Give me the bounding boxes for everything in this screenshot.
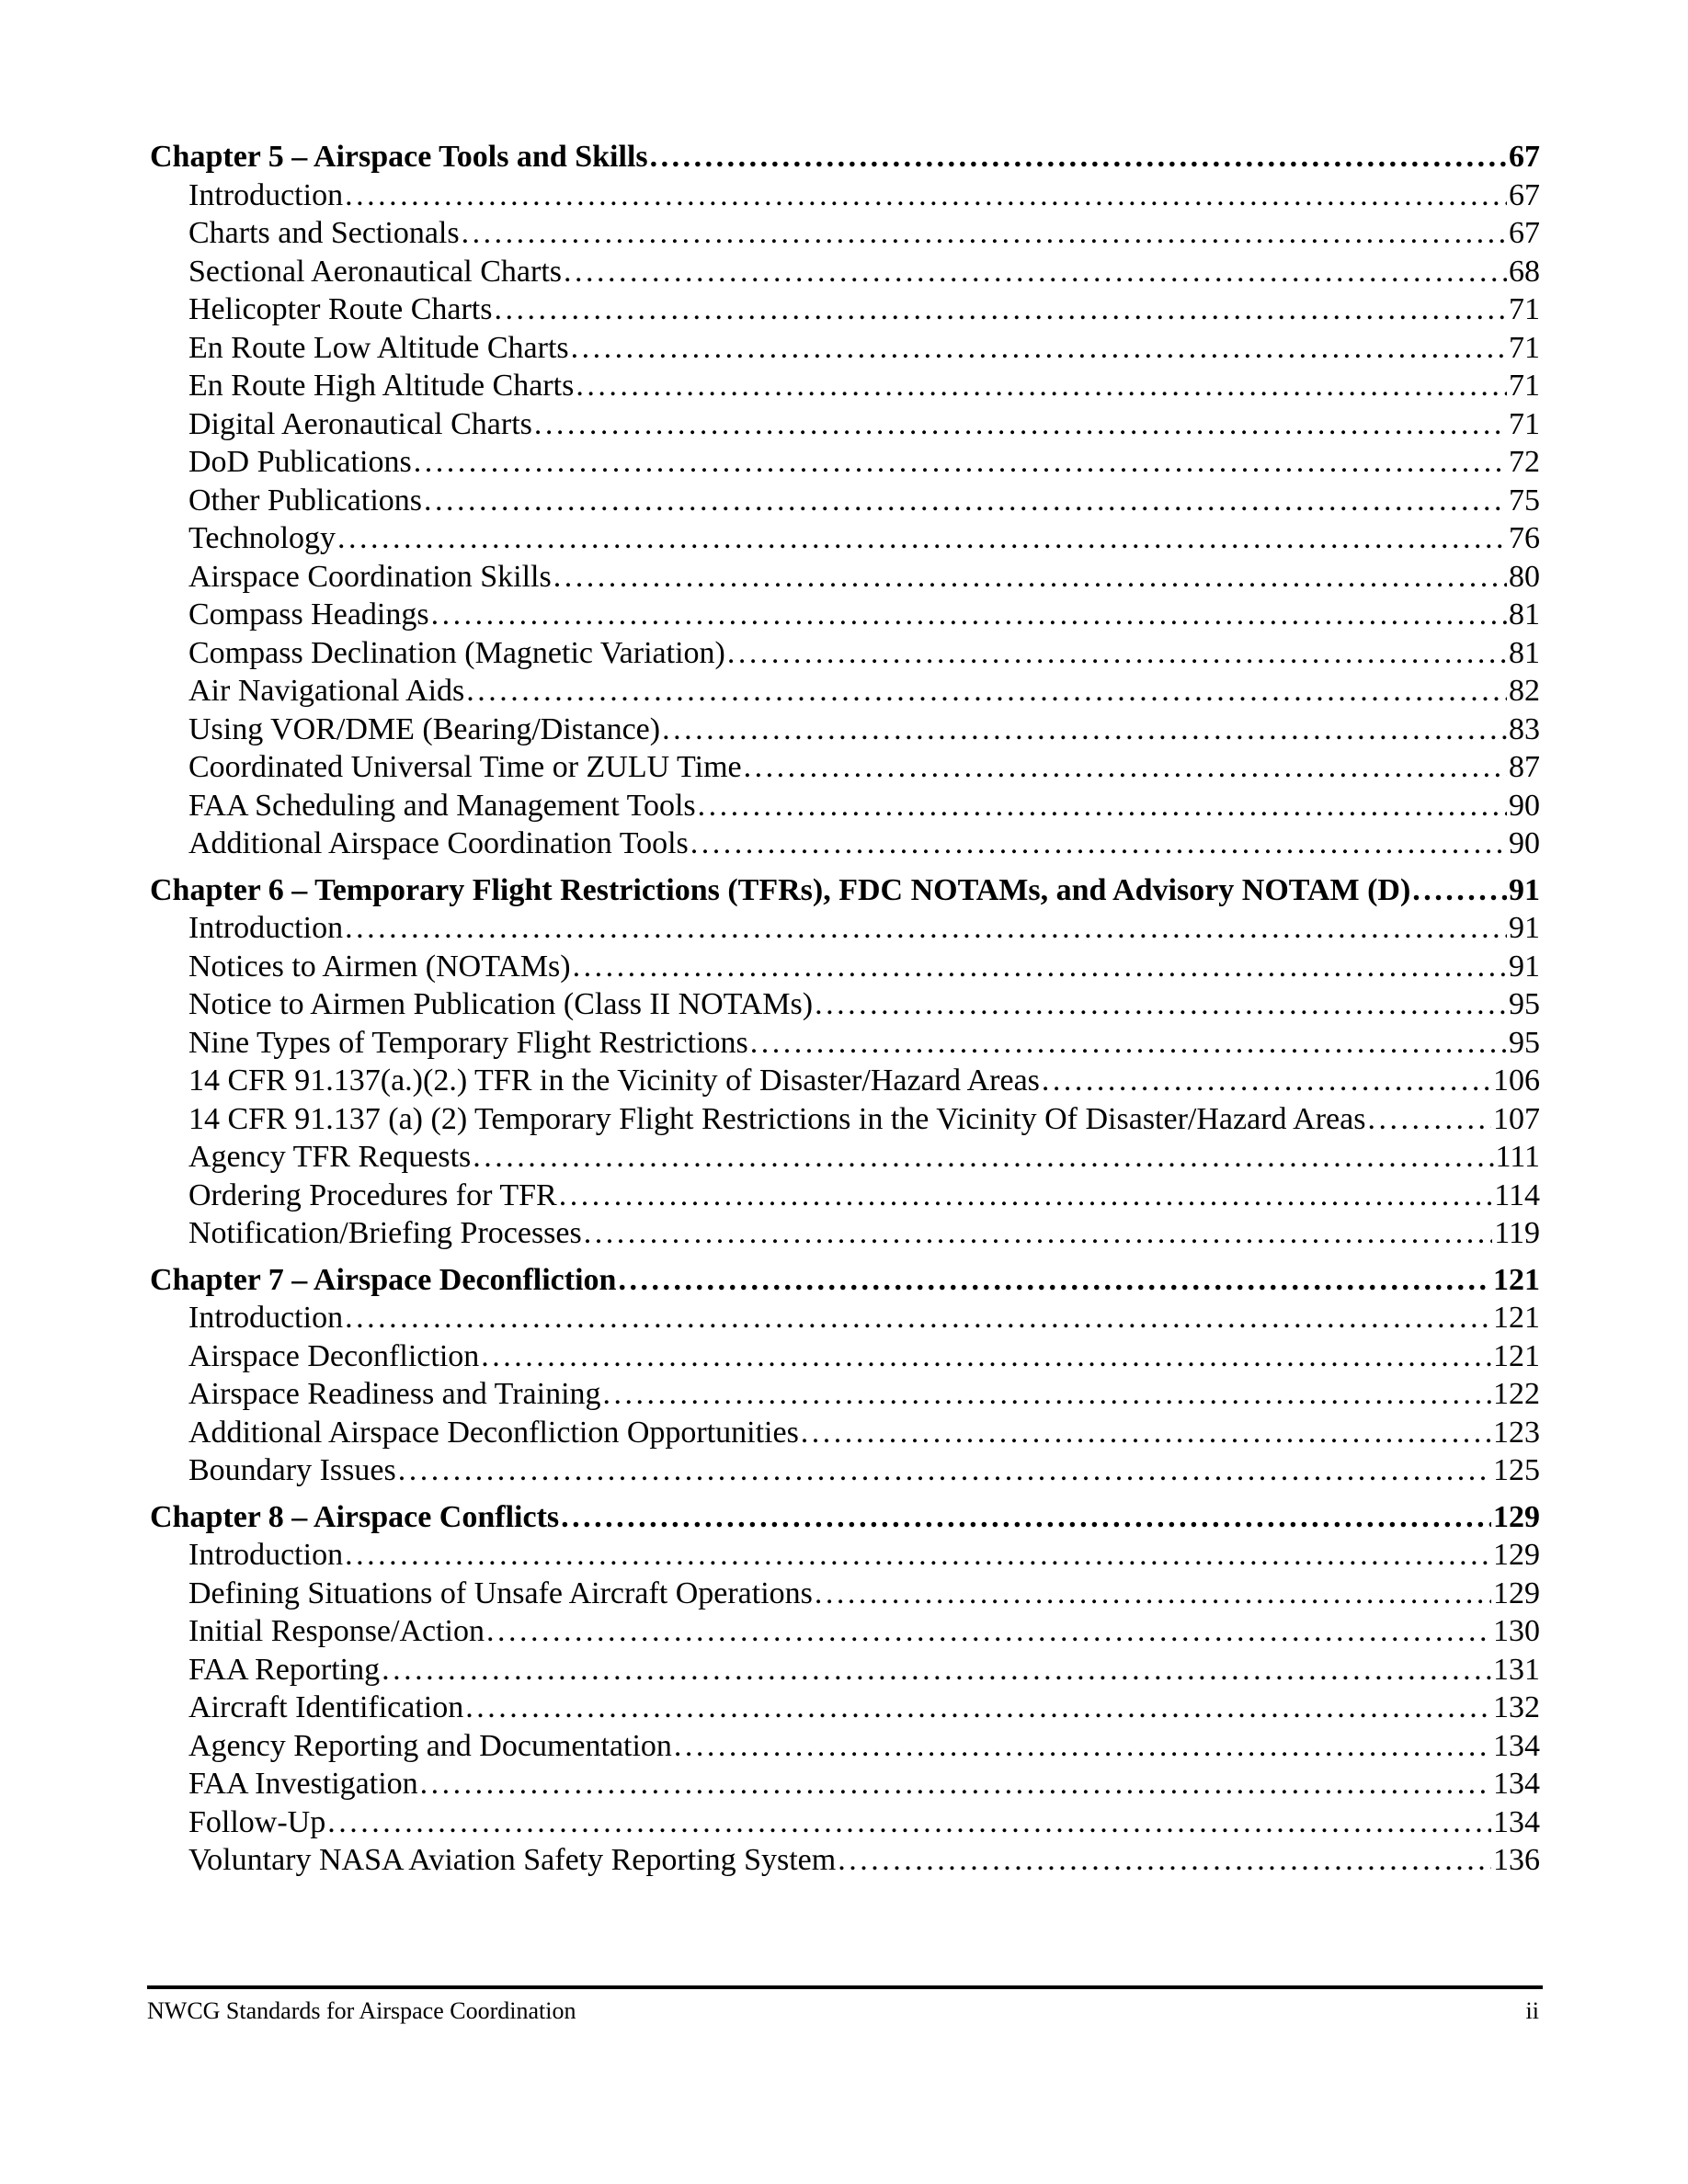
toc-entry[interactable] bbox=[150, 176, 1540, 215]
toc-entry-title: Introduction bbox=[188, 911, 344, 945]
toc-entry-page-number: 129 bbox=[1493, 1575, 1540, 1610]
toc-entry-title: Airspace Coordination Skills bbox=[188, 559, 552, 594]
dot-leader bbox=[1042, 1062, 1491, 1100]
dot-leader bbox=[727, 634, 1507, 673]
toc-entry-page-number: 121 bbox=[1493, 1301, 1540, 1335]
toc-entry-page-number: 134 bbox=[1493, 1767, 1540, 1801]
toc-entry[interactable] bbox=[150, 253, 1540, 291]
toc-entry[interactable] bbox=[150, 711, 1540, 749]
toc-entry-title: Agency Reporting and Documentation bbox=[188, 1728, 672, 1763]
toc-entry-page-number: 132 bbox=[1493, 1690, 1540, 1724]
footer-page-number: ii bbox=[1525, 1997, 1539, 2024]
toc-entry[interactable] bbox=[150, 290, 1540, 329]
toc-entry-page-number: 71 bbox=[1509, 369, 1540, 403]
dot-leader bbox=[603, 1375, 1491, 1414]
dot-leader bbox=[650, 138, 1507, 176]
dot-leader bbox=[553, 558, 1507, 597]
dot-leader bbox=[744, 748, 1507, 787]
toc-chapter-heading[interactable] bbox=[150, 1261, 1540, 1300]
toc-chapter-heading-title: Chapter 7 – Airspace Deconfliction bbox=[150, 1262, 617, 1297]
toc-entry-page-number: 71 bbox=[1509, 292, 1540, 326]
toc-entry-title: FAA Reporting bbox=[188, 1652, 381, 1687]
toc-entry-title: FAA Investigation bbox=[188, 1767, 418, 1801]
dot-leader bbox=[815, 985, 1507, 1024]
toc-entry-page-number: 121 bbox=[1493, 1338, 1540, 1373]
dot-leader bbox=[559, 1177, 1493, 1215]
toc-entry-title: Additional Airspace Coordination Tools bbox=[188, 826, 689, 860]
dot-leader bbox=[618, 1261, 1491, 1300]
dot-leader bbox=[424, 482, 1507, 520]
toc-entry-page-number: 87 bbox=[1509, 750, 1540, 784]
toc-entry-page-number: 95 bbox=[1509, 1025, 1540, 1060]
toc-entry[interactable] bbox=[150, 634, 1540, 673]
toc-entry-title: Coordinated Universal Time or ZULU Time bbox=[188, 750, 742, 784]
toc-entry-title: FAA Scheduling and Management Tools bbox=[188, 788, 696, 823]
toc-entry-page-number: 71 bbox=[1509, 406, 1540, 441]
table-of-contents bbox=[150, 138, 1540, 1888]
dot-leader bbox=[414, 443, 1507, 482]
toc-entry-title: Compass Declination (Magnetic Variation) bbox=[188, 635, 725, 670]
toc-entry-title: Helicopter Route Charts bbox=[188, 292, 493, 326]
toc-entry-title: Airspace Deconfliction bbox=[188, 1338, 480, 1373]
toc-entry[interactable] bbox=[150, 405, 1540, 444]
toc-entry[interactable] bbox=[150, 1536, 1540, 1575]
toc-entry[interactable] bbox=[150, 1414, 1540, 1452]
toc-entry-title: Charts and Sectionals bbox=[188, 216, 460, 250]
toc-entry-title: Initial Response/Action bbox=[188, 1614, 485, 1648]
toc-entry-title: Digital Aeronautical Charts bbox=[188, 406, 532, 441]
toc-entry-title: 14 CFR 91.137(a.)(2.) TFR in the Vicinity of Disaster/Hazard Areas bbox=[188, 1064, 1040, 1098]
dot-leader bbox=[1412, 871, 1507, 910]
toc-entry-page-number: 114 bbox=[1494, 1177, 1540, 1212]
dot-leader bbox=[486, 1612, 1491, 1651]
toc-entry[interactable] bbox=[150, 787, 1540, 825]
toc-entry-title: Notice to Airmen Publication (Class II NOTAMs) bbox=[188, 987, 814, 1021]
dot-leader bbox=[838, 1841, 1491, 1880]
toc-chapter-heading-title: Chapter 8 – Airspace Conflicts bbox=[150, 1499, 560, 1534]
toc-entry[interactable] bbox=[150, 1337, 1540, 1376]
toc-entry-page-number: 90 bbox=[1509, 826, 1540, 860]
toc-entry-page-number: 76 bbox=[1509, 521, 1540, 555]
dot-leader bbox=[564, 253, 1507, 291]
toc-chapter-heading-title: Chapter 5 – Airspace Tools and Skills bbox=[150, 140, 648, 174]
dot-leader bbox=[345, 176, 1507, 215]
toc-entry[interactable] bbox=[150, 1299, 1540, 1337]
toc-entry-page-number: 80 bbox=[1509, 559, 1540, 594]
toc-entry[interactable] bbox=[150, 985, 1540, 1024]
toc-chapter-heading-title: Chapter 6 – Temporary Flight Restrictions (TFRs), FDC NOTAMs, and Advisory NOTAM (D) bbox=[150, 872, 1411, 907]
toc-entry-title: DoD Publications bbox=[188, 445, 412, 479]
dot-leader bbox=[420, 1765, 1491, 1803]
toc-entry-page-number: 129 bbox=[1493, 1538, 1540, 1572]
toc-entry[interactable] bbox=[150, 1177, 1540, 1215]
toc-entry-page-number: 106 bbox=[1493, 1064, 1540, 1098]
toc-entry-title: Introduction bbox=[188, 1301, 344, 1335]
toc-entry-title: Additional Airspace Deconfliction Opportunities bbox=[188, 1415, 799, 1450]
toc-entry[interactable] bbox=[150, 1727, 1540, 1766]
dot-leader bbox=[573, 948, 1507, 986]
toc-entry-page-number: 67 bbox=[1509, 177, 1540, 212]
toc-entry-page-number: 123 bbox=[1493, 1415, 1540, 1450]
toc-entry-title: Technology bbox=[188, 521, 336, 555]
toc-entry-page-number: 136 bbox=[1493, 1843, 1540, 1877]
toc-entry-title: Air Navigational Aids bbox=[188, 674, 465, 708]
toc-entry-page-number: 83 bbox=[1509, 711, 1540, 746]
dot-leader bbox=[584, 1214, 1493, 1253]
dot-leader bbox=[690, 825, 1507, 863]
dot-leader bbox=[576, 367, 1507, 405]
toc-chapter-heading-page-number: 91 bbox=[1509, 872, 1540, 907]
toc-entry-page-number: 122 bbox=[1493, 1377, 1540, 1411]
toc-entry[interactable] bbox=[150, 1689, 1540, 1727]
toc-entry[interactable] bbox=[150, 482, 1540, 520]
toc-entry-title: 14 CFR 91.137 (a) (2) Temporary Flight Restrictions in the Vicinity Of Disaster/Hazard Areas bbox=[188, 1101, 1366, 1136]
toc-entry-page-number: 131 bbox=[1493, 1652, 1540, 1687]
dot-leader bbox=[571, 329, 1507, 368]
toc-chapter-heading-page-number: 121 bbox=[1493, 1262, 1540, 1297]
toc-entry[interactable] bbox=[150, 329, 1540, 368]
toc-entry-title: Boundary Issues bbox=[188, 1453, 396, 1487]
toc-entry-page-number: 75 bbox=[1509, 483, 1540, 518]
dot-leader bbox=[698, 787, 1507, 825]
dot-leader bbox=[662, 711, 1507, 749]
toc-entry-page-number: 134 bbox=[1493, 1728, 1540, 1763]
dot-leader bbox=[534, 405, 1507, 444]
toc-entry-page-number: 71 bbox=[1509, 330, 1540, 365]
toc-entry-page-number: 91 bbox=[1509, 911, 1540, 945]
toc-chapter-heading-page-number: 67 bbox=[1509, 140, 1540, 174]
toc-chapter-heading[interactable] bbox=[150, 138, 1540, 176]
toc-entry[interactable] bbox=[150, 909, 1540, 948]
toc-entry-title: Compass Headings bbox=[188, 597, 429, 631]
toc-entry-title: Notices to Airmen (NOTAMs) bbox=[188, 949, 571, 984]
dot-leader bbox=[345, 1536, 1491, 1575]
toc-entry[interactable] bbox=[150, 1062, 1540, 1100]
toc-entry-title: Voluntary NASA Aviation Safety Reporting System bbox=[188, 1843, 837, 1877]
toc-entry[interactable] bbox=[150, 519, 1540, 558]
dot-leader bbox=[750, 1024, 1507, 1063]
dot-leader bbox=[327, 1803, 1491, 1842]
dot-leader bbox=[337, 519, 1507, 558]
dot-leader bbox=[481, 1337, 1491, 1376]
footer-divider bbox=[147, 1985, 1543, 1989]
dot-leader bbox=[431, 596, 1507, 634]
toc-chapter-heading[interactable] bbox=[150, 871, 1540, 910]
toc-entry-title: Introduction bbox=[188, 177, 344, 212]
toc-entry[interactable] bbox=[150, 367, 1540, 405]
dot-leader bbox=[345, 909, 1507, 948]
toc-entry-title: Airspace Readiness and Training bbox=[188, 1377, 601, 1411]
toc-entry-page-number: 134 bbox=[1493, 1804, 1540, 1839]
dot-leader bbox=[494, 290, 1507, 329]
dot-leader bbox=[1367, 1100, 1491, 1139]
dot-leader bbox=[465, 1689, 1491, 1727]
toc-entry[interactable] bbox=[150, 1841, 1540, 1880]
toc-entry[interactable] bbox=[150, 825, 1540, 863]
toc-entry-page-number: 81 bbox=[1509, 597, 1540, 631]
toc-entry[interactable] bbox=[150, 1024, 1540, 1063]
toc-entry[interactable] bbox=[150, 443, 1540, 482]
toc-chapter-heading-page-number: 129 bbox=[1493, 1499, 1540, 1534]
dot-leader bbox=[815, 1575, 1491, 1613]
toc-entry-page-number: 68 bbox=[1509, 254, 1540, 289]
toc-chapter-group bbox=[150, 138, 1540, 863]
toc-entry-title: Nine Types of Temporary Flight Restrictions bbox=[188, 1025, 748, 1060]
toc-entry[interactable] bbox=[150, 1765, 1540, 1803]
toc-entry[interactable] bbox=[150, 1375, 1540, 1414]
toc-entry-title: Sectional Aeronautical Charts bbox=[188, 254, 562, 289]
toc-entry[interactable] bbox=[150, 1451, 1540, 1490]
toc-entry-title: Other Publications bbox=[188, 483, 423, 518]
toc-entry-page-number: 125 bbox=[1493, 1453, 1540, 1487]
toc-entry-page-number: 90 bbox=[1509, 788, 1540, 823]
toc-entry-page-number: 111 bbox=[1495, 1140, 1540, 1174]
dot-leader bbox=[382, 1651, 1491, 1689]
dot-leader bbox=[398, 1451, 1491, 1490]
toc-entry[interactable] bbox=[150, 672, 1540, 711]
toc-entry[interactable] bbox=[150, 596, 1540, 634]
toc-entry[interactable] bbox=[150, 948, 1540, 986]
toc-entry-page-number: 107 bbox=[1493, 1101, 1540, 1136]
toc-entry-title: Notification/Briefing Processes bbox=[188, 1216, 582, 1250]
dot-leader bbox=[674, 1727, 1491, 1766]
dot-leader bbox=[466, 672, 1507, 711]
toc-entry-page-number: 119 bbox=[1494, 1216, 1540, 1250]
footer-document-title: NWCG Standards for Airspace Coordination bbox=[147, 1997, 576, 2024]
dot-leader bbox=[561, 1498, 1491, 1537]
toc-chapter-heading[interactable] bbox=[150, 1498, 1540, 1537]
toc-entry[interactable] bbox=[150, 1651, 1540, 1689]
dot-leader bbox=[473, 1138, 1493, 1177]
toc-entry-page-number: 81 bbox=[1509, 635, 1540, 670]
toc-entry-title: Using VOR/DME (Bearing/Distance) bbox=[188, 711, 661, 746]
dot-leader bbox=[462, 214, 1507, 253]
toc-entry-page-number: 91 bbox=[1509, 949, 1540, 984]
toc-entry-page-number: 67 bbox=[1509, 216, 1540, 250]
toc-chapter-group bbox=[150, 871, 1540, 1253]
toc-entry[interactable] bbox=[150, 1575, 1540, 1613]
toc-entry[interactable] bbox=[150, 558, 1540, 597]
toc-entry-title: En Route Low Altitude Charts bbox=[188, 330, 569, 365]
toc-chapter-group bbox=[150, 1261, 1540, 1490]
toc-entry[interactable] bbox=[150, 214, 1540, 253]
toc-entry[interactable] bbox=[150, 1612, 1540, 1651]
toc-entry[interactable] bbox=[150, 1100, 1540, 1139]
toc-chapter-group bbox=[150, 1498, 1540, 1880]
dot-leader bbox=[345, 1299, 1491, 1337]
toc-entry-title: En Route High Altitude Charts bbox=[188, 369, 575, 403]
toc-entry-title: Aircraft Identification bbox=[188, 1690, 464, 1724]
toc-entry[interactable] bbox=[150, 1214, 1540, 1253]
toc-entry-page-number: 95 bbox=[1509, 987, 1540, 1021]
toc-entry-page-number: 72 bbox=[1509, 445, 1540, 479]
toc-entry[interactable] bbox=[150, 1803, 1540, 1842]
toc-entry-page-number: 82 bbox=[1509, 674, 1540, 708]
dot-leader bbox=[801, 1414, 1491, 1452]
toc-entry[interactable] bbox=[150, 1138, 1540, 1177]
toc-entry-title: Ordering Procedures for TFR bbox=[188, 1177, 557, 1212]
toc-entry-title: Agency TFR Requests bbox=[188, 1140, 472, 1174]
toc-entry-title: Follow-Up bbox=[188, 1804, 326, 1839]
toc-entry-page-number: 130 bbox=[1493, 1614, 1540, 1648]
toc-entry-title: Introduction bbox=[188, 1538, 344, 1572]
toc-entry-title: Defining Situations of Unsafe Aircraft Operations bbox=[188, 1575, 813, 1610]
toc-entry[interactable] bbox=[150, 748, 1540, 787]
